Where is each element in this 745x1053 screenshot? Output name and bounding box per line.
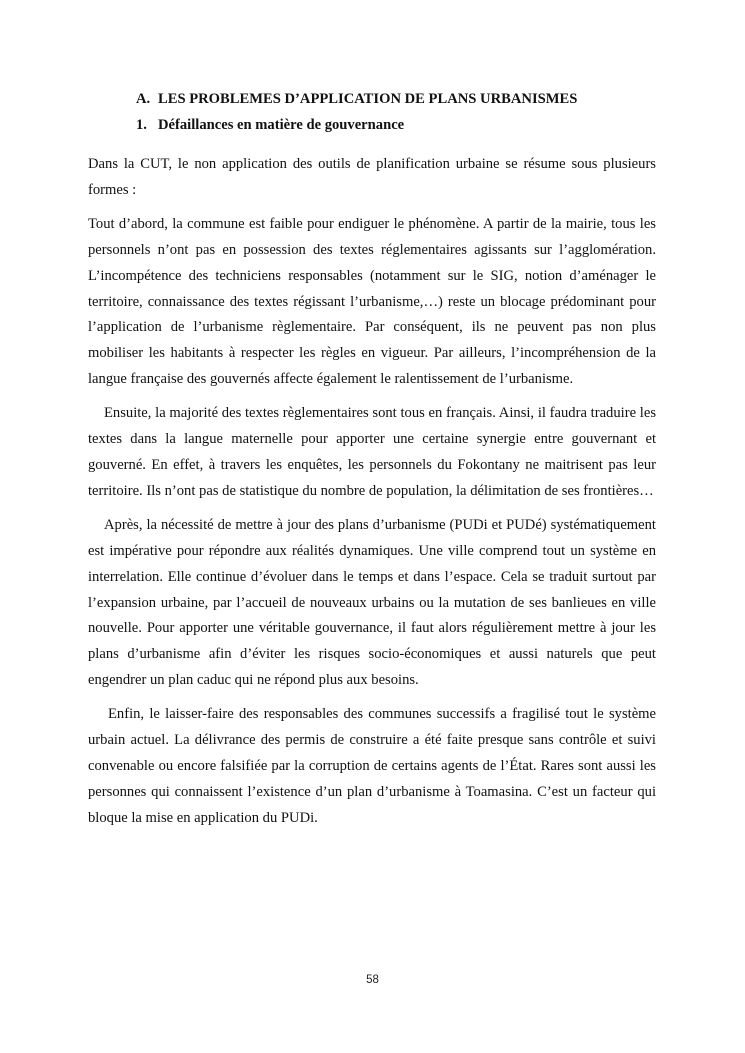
document-page [88, 86, 656, 832]
subsection-heading [136, 112, 656, 138]
paragraph-apres: Après, la nécessité de mettre à jour des plans d’urbanisme (PUDi et PUDé) systématiquement est impérative pour répondre aux réalités dynamiques. Une ville comprend tout un système en interrelation. Elle continue d’évoluer dans le temps et dans l’espace. Cela se traduit surtout par l’expansion urbaine, par l’accueil de nouveaux urbains ou la mutation de ses banlieues en ville nouvelle. Pour apporter une véritable gouvernance, il faut alors régulièrement mettre à jour les plans d’urbanisme afin d’éviter les risques socio-économiques et aussi naturels que peut engendrer un plan caduc qui ne répond plus aux besoins. [88, 516, 656, 689]
section-heading [136, 86, 656, 112]
section-title: LES PROBLEMES D’APPLICATION DE PLANS URBANISMES [158, 91, 578, 107]
section-marker: A. [136, 91, 151, 107]
paragraph-intro: Dans la CUT, le non application des outils de planification urbaine se résume sous plusieurs formes : [88, 156, 656, 198]
page-number: 58 [366, 974, 379, 986]
paragraph-ensuite: Ensuite, la majorité des textes règlementaires sont tous en français. Ainsi, il faudra traduire les textes dans la langue maternelle pour apporter une certaine synergie entre gouvernant et gouverné. En effet, à travers les enquêtes, les personnels du Fokontany ne maitrisent pas leur territoire. Ils n’ont pas de statistique du nombre de population, la délimitation de ses frontières… [88, 405, 656, 499]
paragraph-enfin: Enfin, le laisser-faire des responsables des communes successifs a fragilisé tout le système urbain actuel. La délivrance des permis de construire a été faite presque sans contrôle et suivi convenable ou encore falsifiée par la corruption de certains agents de l’État. Rares sont aussi les personnes qui connaissent l’existence d’un plan d’urbanisme à Toamasina. C’est un facteur qui bloque la mise en application du PUDi. [88, 706, 656, 826]
subsection-title: Défaillances en matière de gouvernance [158, 117, 405, 133]
paragraph-tout-d-abord: Tout d’abord, la commune est faible pour endiguer le phénomène. A partir de la mairie, tous les personnels n’ont pas en possession des textes réglementaires agissants sur l’agglomération. L’incompétence des techniciens responsables (notamment sur le SIG, notion d’aménager le territoire, connaissance des textes régissant l’urbanisme,…) reste un blocage prédominant pour l’application de l’urbanisme règlementaire. Par conséquent, ils ne peuvent pas non plus mobiliser les habitants à respecter les règles en vigueur. Par ailleurs, l’incompréhension de la langue française des gouvernés affecte également le ralentissement de l’urbanisme. [88, 215, 656, 388]
subsection-marker: 1. [136, 117, 147, 133]
